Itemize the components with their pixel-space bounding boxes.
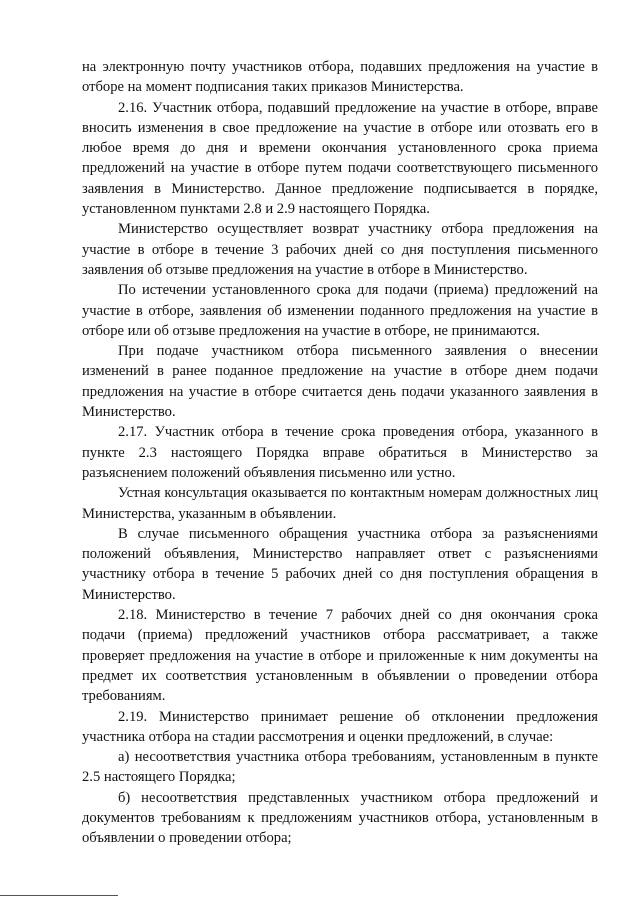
paragraph-2-16: 2.16. Участник отбора, подавший предложение на участие в отборе, вправе вносить изменения в свое предложение на участие в отборе или отозвать его в любое время до дня и времени окончания установленного срока приема предложений на участие в отборе путем подачи соответствующего письменного заявления в Министерство. Данное предложение подписывается в порядке, установленном пунктами 2.8 и 2.9 настоящего Порядка. [82, 99, 598, 218]
paragraph-written-request: В случае письменного обращения участника отбора за разъяснениями положений объявления, Министерство направляет ответ с разъяснениями участнику отбора в течение 5 рабочих дней со дня поступления обращения в Министерство. [82, 525, 598, 603]
paragraph-oral-consultation: Устная консультация оказывается по контактным номерам должностных лиц Министерства, указанным в объявлении. [82, 485, 598, 522]
paragraph-return-proposal: Министерство осуществляет возврат участнику отбора предложения на участие в отборе в течение 3 рабочих дней со дня поступления письменного заявления об отзыве предложения на участие в отборе в Министерство. [82, 221, 598, 278]
paragraph-2-17: 2.17. Участник отбора в течение срока проведения отбора, указанного в пункте 2.3 настоящего Порядка вправе обратиться в Министерство за разъяснением положений объявления письменно или устно. [82, 424, 598, 481]
paragraph-amendment-date: При подаче участником отбора письменного заявления о внесении изменений в ранее поданное предложение на участие в отборе днем подачи предложения на участие в отборе считается день подачи указанного заявления в Министерство. [82, 343, 598, 421]
document-body [82, 57, 598, 849]
paragraph-continuation: на электронную почту участников отбора, подавших предложения на участие в отборе на момент подписания таких приказов Министерства. [82, 59, 598, 96]
footnote-divider [0, 895, 118, 896]
list-item-b: б) несоответствия представленных участником отбора предложений и документов требованиям к предложениям участников отбора, установленным в объявлении о проведении отбора; [82, 789, 598, 847]
paragraph-deadline-expiry: По истечении установленного срока для подачи (приема) предложений на участие в отборе, заявления об изменении поданного предложения на участие в отборе или об отзыве предложения на участие в отборе, не принимаются. [82, 282, 598, 339]
list-item-a: а) несоответствия участника отбора требованиям, установленным в пункте 2.5 настоящего Порядка; [82, 749, 598, 786]
paragraph-2-19: 2.19. Министерство принимает решение об отклонении предложения участника отбора на стадии рассмотрения и оценки предложений, в случае: [82, 708, 598, 745]
paragraph-2-18: 2.18. Министерство в течение 7 рабочих дней со дня окончания срока подачи (приема) предложений участников отбора рассматривает, а также проверяет предложения на участие в отборе и приложенные к ним документы на предмет их соответствия установленным в объявлении о проведении отбора требованиям. [82, 607, 598, 705]
